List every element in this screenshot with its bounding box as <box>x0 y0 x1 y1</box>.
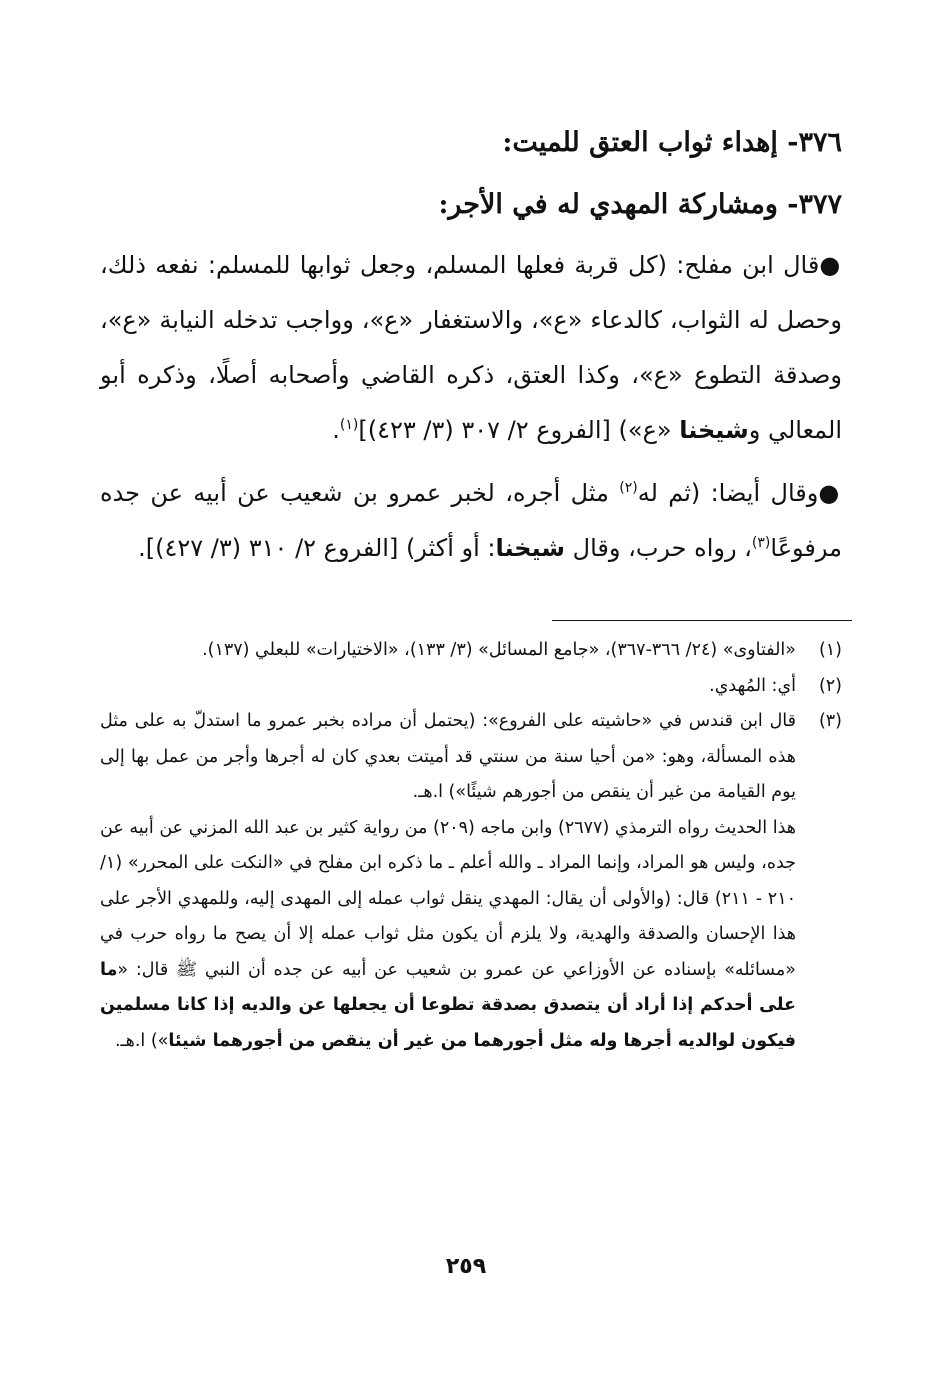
section-heading-376: ٣٧٦- إهداء ثواب العتق للميت: <box>502 127 842 158</box>
footnote-line: قال ابن قندس في «حاشيته على الفروع»: (يحتمل أن مراده بخبر عمرو ما استدلّ به على مثل هذه المسألة، وهو: «من أحيا سنة من سنتي قد أميتت بعدي كان له أجرها وأجر من عمل بها إلى يوم القيامة من غير أن ينقص من أجورهم شيئًا») ا.هـ. <box>100 711 796 802</box>
bullet-marker: ● <box>818 479 842 507</box>
footnote-body <box>100 633 796 669</box>
footnote-body <box>100 704 796 1059</box>
bullet-marker: ● <box>819 251 842 279</box>
footnote-body <box>100 669 796 705</box>
footnotes <box>100 633 842 1059</box>
footnote-number: (٢) <box>818 675 842 696</box>
footnote-number: (٣) <box>818 711 842 731</box>
footnote-1 <box>100 633 842 669</box>
footnote-ref-2[interactable]: (٢) <box>619 480 638 496</box>
footnote-line: أي: المُهدي. <box>709 675 796 696</box>
footnote-ref-3[interactable]: (٣) <box>751 535 771 551</box>
paragraph-ibn-muflih <box>100 238 842 458</box>
section-heading-377: ٣٧٧- ومشاركة المهدي له في الأجر: <box>438 189 842 220</box>
page-number: ٢٥٩ <box>445 1254 487 1279</box>
paragraph-end: . <box>332 416 340 444</box>
paragraph-text-mid: مثل أجره، لخبر عمرو بن شعيب عن أبيه عن جده مرفوعًا <box>100 479 842 562</box>
footnote-number: (١) <box>818 640 842 660</box>
paragraph-text-end: : أو أكثر) [الفروع ٢/ ٣١٠ (٣/ ٤٢٧)]. <box>138 534 496 562</box>
footnote-2 <box>100 669 842 705</box>
paragraph-text-mid2: ، رواه حرب، وقال <box>565 534 752 562</box>
footnote-divider <box>552 620 852 621</box>
paragraph-text-after: «ع») [الفروع ٢/ ٣٠٧ (٣/ ٤٢٣)] <box>358 416 680 444</box>
footnote-text: هذا الحديث رواه الترمذي (٢٦٧٧) وابن ماجه (٢٠٩) من رواية كثير بن عبد الله المزني عن أبيه عن جده، وليس هو المراد، وإنما المراد ـ والله أعلم ـ ما ذكره ابن مفلح في «النكت على المحرر» (١/ ٢١٠ - ٢١١) قال: (والأولى أن يقال: المهدي ينقل ثواب عمله إلى المهدى إليه، وللمهدي الأجر على هذا الإحسان والصدقة والهدية، ولا يلزم أن يكون مثل ثواب عمله إلا أن يصح ما رواه حرب في «مسائله» بإسناده عن الأوزاعي عن عمرو بن شعيب عن أبيه عن جده أن النبي ﷺ قال: « <box>100 817 796 980</box>
footnote-3 <box>100 704 842 1059</box>
paragraph-text-start: وقال أيضا: (ثم له <box>637 479 819 507</box>
footnote-line <box>100 811 796 1060</box>
footnote-line: «الفتاوى» (٢٤/ ٣٦٦-٣٦٧)، «جامع المسائل» (٣/ ١٣٣)، «الاختيارات» للبعلي (١٣٧). <box>202 640 796 660</box>
paragraph-qala-aydan <box>100 466 842 576</box>
footnote-quote-end: ») ا.هـ. <box>114 1030 169 1051</box>
bold-term-shaykhuna: شيخنا <box>495 534 565 562</box>
bold-term-shaykhuna: شيخنا <box>679 416 749 444</box>
paragraph-text: قال ابن مفلح: (كل قربة فعلها المسلم، وجعل ثوابها للمسلم: نفعه ذلك، وحصل له الثواب، كالدعاء «ع»، والاستغفار «ع»، وواجب تدخله النيابة «ع»، وصدقة التطوع «ع»، وكذا العتق، ذكره القاضي وأصحابه أصلًا، وذكره أبو المعالي و <box>100 251 842 444</box>
main-text <box>100 238 842 576</box>
hadith-quote: ما على أحدكم إذا أراد أن يتصدق بصدقة تطوعا أن يجعلها عن والديه إذا كانا مسلمين فيكون لوالديه أجرها وله مثل أجورهما من غير أن ينقص من أجورهما شيئا <box>100 959 796 1051</box>
footnote-ref-1[interactable]: (١) <box>339 417 359 433</box>
